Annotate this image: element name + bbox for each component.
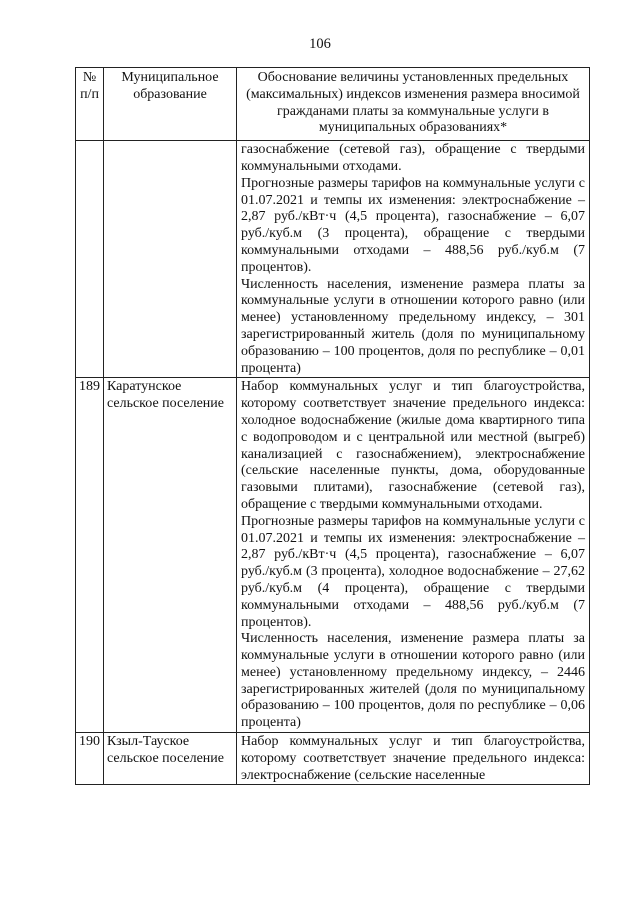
- basis-paragraph: Набор коммунальных услуг и тип благоустройства, которому соответствует значение предельного индекса: электроснабжение (сельские населенные: [241, 734, 585, 783]
- header-basis: Обоснование величины установленных предельных (максимальных) индексов изменения размера вносимой гражданами платы за коммунальные услуги в муниципальных образованиях*: [237, 68, 590, 141]
- table-row: [76, 141, 590, 378]
- row-number: [76, 141, 104, 378]
- basis-paragraph: Прогнозные размеры тарифов на коммунальные услуги с 01.07.2021 и темпы их изменения: электроснабжение – 2,87 руб./кВт·ч (4,5 процента), газоснабжение – 6,07 руб./куб.м (3 процента), обращение с твердыми коммунальными отходами – 488,56 руб./куб.м (7 процентов).: [241, 175, 585, 275]
- row-municipality: [104, 141, 237, 378]
- row-basis: [237, 141, 590, 378]
- table-header-row: [76, 68, 590, 141]
- row-municipality: Кзыл-Тауское сельское поселение: [104, 733, 237, 785]
- row-number: 190: [76, 733, 104, 785]
- table-row: [76, 733, 590, 785]
- header-municipality: Муниципальное образование: [104, 68, 237, 141]
- row-number: 189: [76, 378, 104, 733]
- basis-paragraph: Прогнозные размеры тарифов на коммунальные услуги с 01.07.2021 и темпы их изменения: электроснабжение – 2,87 руб./кВт·ч (4,5 процента), газоснабжение – 6,07 руб./куб.м (3 процента), холодное водоснабжение – 27,62 руб./куб.м (4 процента), обращение с твердыми коммунальными отходами – 488,56 руб./куб.м (7 процентов).: [241, 513, 585, 630]
- row-basis: [237, 733, 590, 785]
- tariff-index-table: [75, 67, 590, 785]
- row-basis: [237, 378, 590, 733]
- table-row: [76, 378, 590, 733]
- basis-paragraph: газоснабжение (сетевой газ), обращение с твердыми коммунальными отходами.: [241, 142, 585, 174]
- basis-paragraph: Численность населения, изменение размера платы за коммунальные услуги в отношении которого равно (или менее) установленному предельному индексу, – 301 зарегистрированный житель (доля по муниципальному образованию – 100 процентов, доля по республике – 0,01 процента): [241, 276, 585, 376]
- page-number: 106: [309, 36, 331, 52]
- row-municipality: Каратунское сельское поселение: [104, 378, 237, 733]
- basis-paragraph: Численность населения, изменение размера платы за коммунальные услуги в отношении которого равно (или менее) установленному предельному индексу, – 2446 зарегистрированных жителей (доля по муниципальному образованию – 100 процентов, доля по республике – 0,06 процента): [241, 631, 585, 731]
- header-number: № п/п: [76, 68, 104, 141]
- basis-paragraph: Набор коммунальных услуг и тип благоустройства, которому соответствует значение предельного индекса: холодное водоснабжение (жилые дома квартирного типа с водопроводом и с центральной или местной (выгреб) канализацией с газоснабжением), электроснабжение (сельские населенные пункты, дома, оборудованные газовыми плитами), газоснабжение (сетевой газ), обращение с твердыми коммунальными отходами.: [241, 379, 585, 512]
